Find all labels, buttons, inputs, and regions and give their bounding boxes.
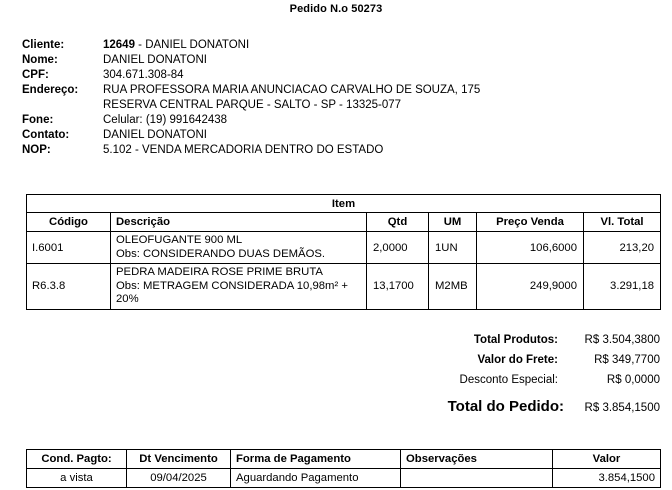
customer-row-endereco bbox=[22, 83, 642, 98]
item-col-header-codigo: Código bbox=[27, 213, 111, 232]
item-cell-vl-total: 213,20 bbox=[584, 232, 661, 264]
customer-row-fone bbox=[22, 113, 642, 128]
item-description-obs: Obs: METRAGEM CONSIDERADA 10,98m² + 20% bbox=[116, 279, 348, 305]
customer-row-cpf bbox=[22, 68, 642, 83]
customer-value-cpf: 304.671.308-84 bbox=[103, 69, 184, 81]
item-cell-codigo: I.6001 bbox=[27, 232, 111, 264]
table-row bbox=[27, 264, 661, 310]
desconto-especial-value: R$ 0,0000 bbox=[606, 374, 660, 386]
item-cell-qtd: 13,1700 bbox=[367, 264, 429, 310]
valor-frete-label: Valor do Frete: bbox=[477, 354, 558, 366]
payment-col-header-dt-vencimento: Dt Vencimento bbox=[127, 450, 231, 469]
customer-label-fone: Fone: bbox=[22, 114, 54, 126]
item-cell-descricao bbox=[111, 232, 367, 264]
payment-cell-dt-vencimento: 09/04/2025 bbox=[127, 469, 231, 488]
item-description-obs: Obs: CONSIDERANDO DUAS DEMÃOS. bbox=[116, 247, 326, 260]
total-pedido-value: R$ 3.854,1500 bbox=[584, 402, 660, 414]
item-cell-descricao bbox=[111, 264, 367, 310]
total-pedido-row bbox=[372, 398, 660, 422]
customer-row-endereco-line2 bbox=[22, 98, 642, 113]
payment-col-header-observacoes: Observações bbox=[401, 450, 553, 469]
totals-block bbox=[372, 334, 660, 422]
item-col-header-vl-total: Vl. Total bbox=[584, 213, 661, 232]
customer-value-fone: Celular: (19) 991642438 bbox=[103, 114, 228, 126]
item-cell-vl-total: 3.291,18 bbox=[584, 264, 661, 310]
item-cell-codigo: R6.3.8 bbox=[27, 264, 111, 310]
customer-value-nome: DANIEL DONATONI bbox=[103, 54, 207, 66]
payment-cell-observacoes bbox=[401, 469, 553, 488]
total-pedido-label: Total do Pedido: bbox=[447, 398, 564, 415]
customer-row-nop bbox=[22, 143, 642, 158]
customer-row-nome bbox=[22, 53, 642, 68]
item-description-text: PEDRA MADEIRA ROSE PRIME BRUTA bbox=[116, 266, 323, 278]
table-row bbox=[27, 469, 661, 488]
item-table bbox=[26, 194, 661, 310]
payment-table bbox=[26, 449, 661, 488]
item-col-header-um: UM bbox=[429, 213, 477, 232]
customer-label-contato: Contato: bbox=[22, 129, 70, 141]
customer-value-cliente bbox=[103, 38, 249, 53]
item-col-header-qtd: Qtd bbox=[367, 213, 429, 232]
customer-info-block bbox=[22, 38, 642, 158]
customer-value-nop: 5.102 - VENDA MERCADORIA DENTRO DO ESTADO bbox=[103, 144, 384, 156]
customer-label-cpf: CPF: bbox=[22, 69, 49, 81]
desconto-especial-label: Desconto Especial: bbox=[459, 374, 558, 386]
item-table-group-header: Item bbox=[27, 195, 661, 213]
customer-value-contato: DANIEL DONATONI bbox=[103, 129, 207, 141]
item-cell-preco-venda: 249,9000 bbox=[477, 264, 584, 310]
payment-col-header-forma-pagamento: Forma de Pagamento bbox=[231, 450, 401, 469]
customer-label-cliente: Cliente: bbox=[22, 39, 65, 51]
customer-label-nop: NOP: bbox=[22, 144, 51, 156]
customer-name-inline: - DANIEL DONATONI bbox=[134, 39, 250, 51]
item-table-header-row bbox=[27, 213, 661, 232]
item-cell-qtd: 2,0000 bbox=[367, 232, 429, 264]
customer-row-cliente bbox=[22, 38, 642, 53]
customer-value-endereco-line2: RESERVA CENTRAL PARQUE - SALTO - SP - 13325-077 bbox=[103, 99, 402, 111]
valor-frete-row bbox=[372, 354, 660, 374]
customer-label-endereco: Endereço: bbox=[22, 84, 79, 96]
table-row bbox=[27, 232, 661, 264]
desconto-especial-row bbox=[372, 374, 660, 394]
item-cell-um: M2MB bbox=[429, 264, 477, 310]
customer-value-endereco: RUA PROFESSORA MARIA ANUNCIACAO CARVALHO DE SOUZA, 175 bbox=[103, 84, 481, 96]
payment-cell-forma-pagamento: Aguardando Pagamento bbox=[231, 469, 401, 488]
payment-col-header-cond-pagto: Cond. Pagto: bbox=[27, 450, 127, 469]
payment-col-header-valor: Valor bbox=[553, 450, 661, 469]
payment-table-header-row bbox=[27, 450, 661, 469]
customer-label-nome: Nome: bbox=[22, 54, 58, 66]
total-produtos-row bbox=[372, 334, 660, 354]
valor-frete-value: R$ 349,7700 bbox=[594, 354, 660, 366]
item-col-header-preco-venda: Preço Venda bbox=[477, 213, 584, 232]
item-cell-preco-venda: 106,6000 bbox=[477, 232, 584, 264]
item-col-header-descricao: Descrição bbox=[111, 213, 367, 232]
item-table-group-header-row bbox=[27, 195, 661, 213]
item-description-text: OLEOFUGANTE 900 ML bbox=[116, 234, 243, 246]
total-produtos-value: R$ 3.504,3800 bbox=[584, 334, 660, 346]
total-produtos-label: Total Produtos: bbox=[473, 334, 558, 346]
item-cell-um: 1UN bbox=[429, 232, 477, 264]
customer-code: 12649 bbox=[103, 39, 135, 51]
page-title: Pedido N.o 50273 bbox=[289, 3, 383, 15]
payment-cell-valor: 3.854,1500 bbox=[553, 469, 661, 488]
payment-cell-cond-pagto: a vista bbox=[27, 469, 127, 488]
customer-row-contato bbox=[22, 128, 642, 143]
